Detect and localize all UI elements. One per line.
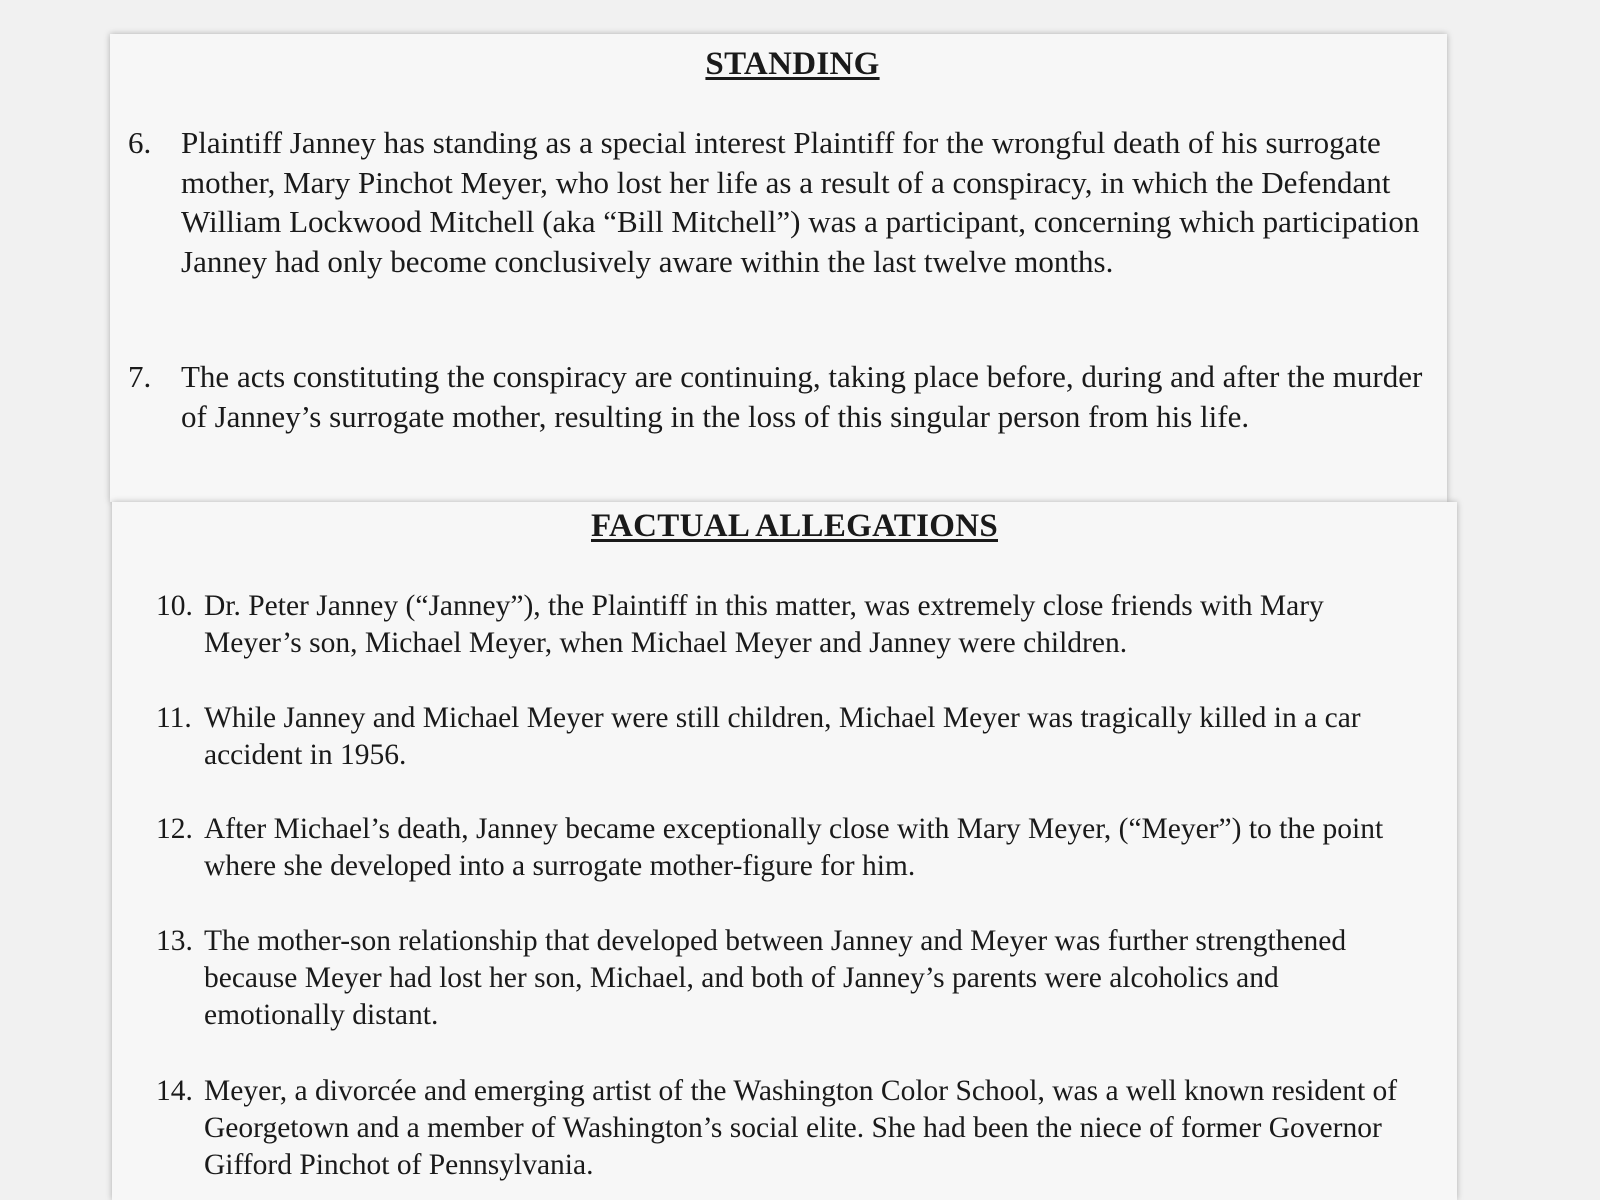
- allegation-paragraph: [156, 588, 1426, 662]
- paragraph-text: Meyer, a divorcée and emerging artist of the Washington Color School, was a well known resident of Georgetown and a member of Washington’s social elite. She had been the niece of former Governor Gifford Pinchot of Pennsylvania.: [204, 1075, 1398, 1181]
- paragraph-text: After Michael’s death, Janney became exceptionally close with Mary Meyer, (“Meyer”) to the point where she developed into a surrogate mother-figure for him.: [204, 813, 1384, 882]
- allegation-paragraph: [156, 1073, 1426, 1184]
- paragraph-number: 11.: [156, 702, 192, 734]
- standing-paragraph: [128, 357, 1428, 436]
- paragraph-number: 13.: [156, 925, 193, 957]
- factual-allegations-heading: FACTUAL ALLEGATIONS: [591, 508, 998, 544]
- paragraph-number: 7.: [128, 359, 152, 394]
- factual-allegations-excerpt: [112, 502, 1457, 1200]
- standing-excerpt: [110, 34, 1447, 502]
- paragraph-number: 6.: [128, 125, 152, 160]
- standing-heading: STANDING: [705, 46, 880, 82]
- paragraph-number: 14.: [156, 1075, 193, 1107]
- paragraph-text: The acts constituting the conspiracy are continuing, taking place before, during and after the murder of Janney’s surrogate mother, resulting in the loss of this singular person from his life.: [181, 359, 1423, 434]
- paragraph-text: While Janney and Michael Meyer were still children, Michael Meyer was tragically killed in a car accident in 1956.: [204, 702, 1361, 771]
- paragraph-number: 10.: [156, 590, 193, 622]
- allegation-paragraph: [156, 700, 1426, 774]
- paragraph-number: 12.: [156, 813, 193, 845]
- paragraph-text: Dr. Peter Janney (“Janney”), the Plaintiff in this matter, was extremely close friends with Mary Meyer’s son, Michael Meyer, when Michael Meyer and Janney were children.: [204, 590, 1324, 659]
- allegation-paragraph: [156, 923, 1426, 1034]
- standing-paragraph: [128, 123, 1428, 281]
- paragraph-text: The mother-son relationship that developed between Janney and Meyer was further strengthened because Meyer had lost her son, Michael, and both of Janney’s parents were alcoholics and emotionally distant.: [204, 925, 1347, 1031]
- allegation-paragraph: [156, 811, 1426, 885]
- paragraph-text: Plaintiff Janney has standing as a special interest Plaintiff for the wrongful death of his surrogate mother, Mary Pinchot Meyer, who lost her life as a result of a conspiracy, in which the Defendant William Lockwood Mitchell (aka “Bill Mitchell”) was a participant, concerning which participation Janney had only become conclusively aware within the last twelve months.: [181, 125, 1420, 279]
